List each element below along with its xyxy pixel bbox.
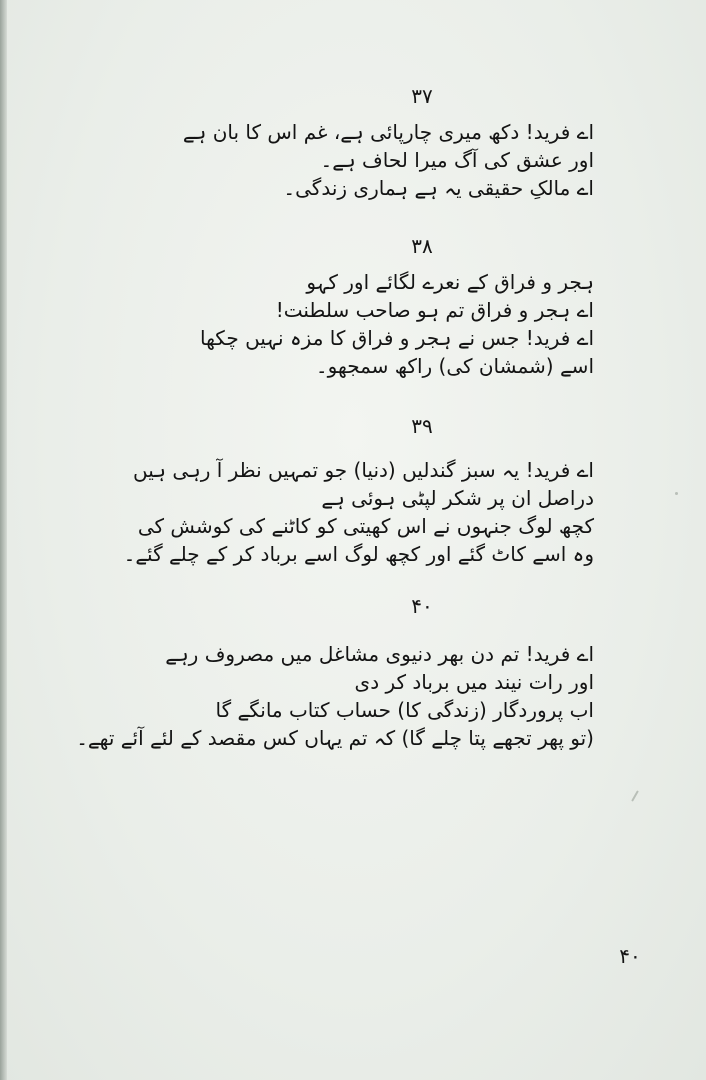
verse-line: ہجر و فراق کے نعرے لگائے اور کہو: [306, 270, 594, 294]
verse-line: اب پروردگار (زندگی کا) حساب کتاب مانگے گا: [215, 698, 594, 722]
verse-line: اور رات نیند میں برباد کر دی: [354, 670, 594, 694]
verse-line: اے فرید! دکھ میری چارپائی ہے، غم اس کا بان ہے: [182, 120, 594, 144]
section-number-39: ۳۹: [411, 414, 433, 438]
verse-line: کچھ لوگ جنہوں نے اس کھیتی کو کاٹنے کی کوشش کی: [137, 514, 594, 538]
section-number-38: ۳۸: [411, 234, 433, 258]
section-number-37: ۳۷: [411, 84, 433, 108]
verse-line: (تو پھر تجھے پتا چلے گا) کہ تم یہاں کس مقصد کے لئے آئے تھے۔: [76, 726, 594, 750]
verse-line: اے فرید! تم دن بھر دنیوی مشاغل میں مصروف رہے: [165, 642, 594, 666]
verse-37: [183, 118, 594, 202]
section-number-40: ۴۰: [411, 594, 433, 618]
page-binding-edge: [0, 0, 7, 1080]
verse-line: اے ہجر و فراق تم ہو صاحب سلطنت!: [275, 298, 594, 322]
verse-line: اے مالکِ حقیقی یہ ہے ہماری زندگی۔: [283, 176, 594, 200]
verse-line: اے فرید! یہ سبز گندلیں (دنیا) جو تمہیں نظر آ رہی ہیں: [132, 458, 594, 482]
paper-speck: [675, 492, 678, 495]
paper-speck: [631, 790, 639, 801]
verse-line: اسے (شمشان کی) راکھ سمجھو۔: [315, 354, 594, 378]
verse-line: اے فرید! جس نے ہجر و فراق کا مزہ نہیں چکھا: [199, 326, 594, 350]
verse-line: دراصل ان پر شکر لپٹی ہوئی ہے: [321, 486, 594, 510]
verse-line: اور عشق کی آگ میرا لحاف ہے۔: [320, 148, 594, 172]
verse-38: [200, 268, 594, 380]
page-number: ۴۰: [619, 944, 641, 968]
verse-40: [76, 640, 594, 752]
verse-line: وہ اسے کاٹ گئے اور کچھ لوگ اسے برباد کر کے چلے گئے۔: [123, 542, 594, 566]
verse-39: [124, 456, 594, 568]
